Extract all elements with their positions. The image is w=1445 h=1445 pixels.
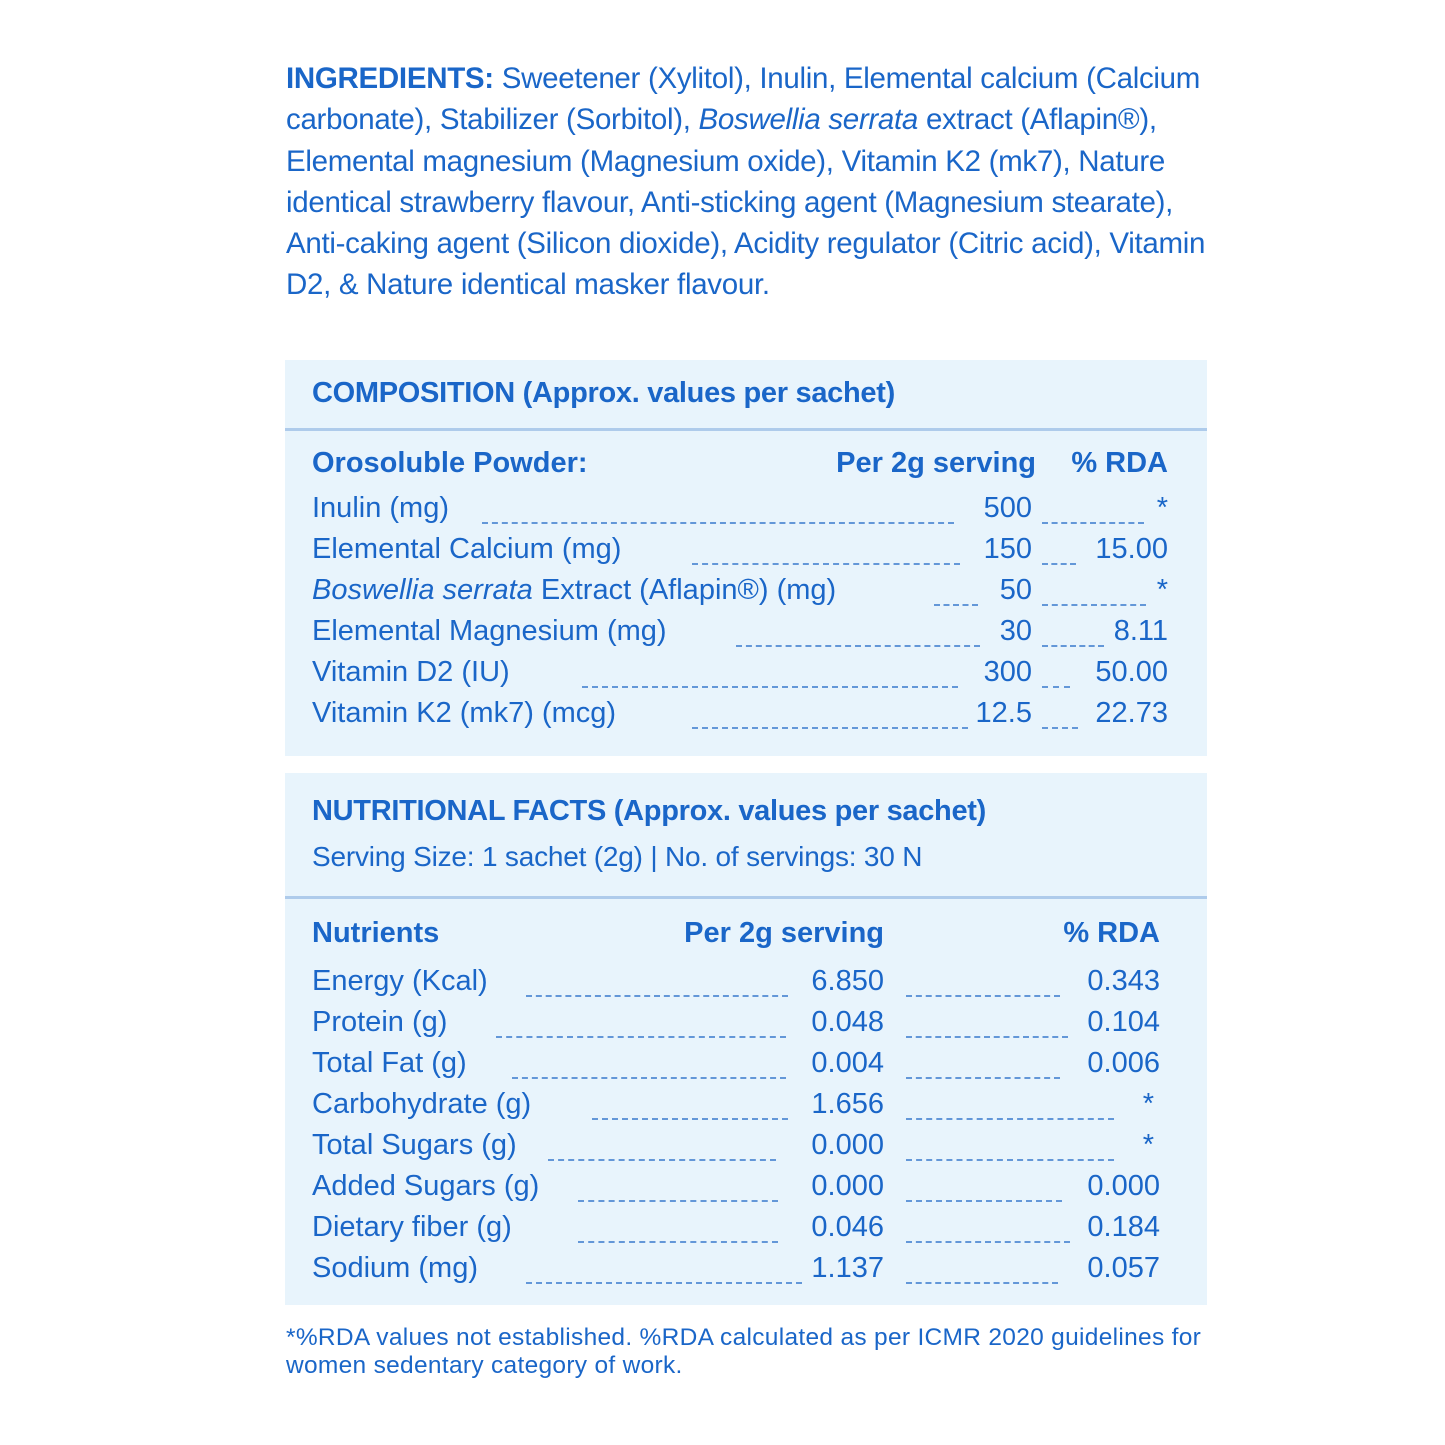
row-label: Total Fat (g) bbox=[312, 1047, 467, 1079]
rda-value: 0.057 bbox=[1087, 1252, 1160, 1284]
leader-dots bbox=[548, 1159, 776, 1161]
leader-dots bbox=[906, 995, 1060, 997]
composition-header-row bbox=[312, 447, 1168, 487]
leader-dots bbox=[906, 1241, 1070, 1243]
leader-dots bbox=[482, 522, 954, 524]
nutrition-header-rda: % RDA bbox=[1063, 917, 1160, 949]
row-label: Dietary fiber (g) bbox=[312, 1211, 512, 1243]
ingredients-text-2: extract (Aflapin®), Elemental magnesium (Magnesium oxide), Vitamin K2 (mk7), Nature identical strawberry flavour, Anti-sticking agent (Magnesium stearate), Anti-caking agent (Silicon dioxide), Acidity regulator (Citric acid), Vitamin D2, & Nature identical masker flavour. bbox=[286, 103, 1206, 302]
composition-panel bbox=[285, 360, 1207, 756]
leader-dots bbox=[592, 1118, 788, 1120]
row-label-text: Vitamin K2 (mk7) (mcg) bbox=[312, 697, 617, 729]
rda-value: 50.00 bbox=[1095, 656, 1168, 688]
rda-value: * bbox=[1156, 492, 1168, 524]
nutrition-row bbox=[312, 1211, 1160, 1251]
nutrition-row bbox=[312, 1088, 1160, 1128]
nutrition-header-name: Nutrients bbox=[312, 917, 440, 949]
row-label bbox=[312, 533, 621, 566]
rda-value: 0.184 bbox=[1087, 1211, 1160, 1243]
row-label-italic: Boswellia serrata bbox=[312, 574, 533, 606]
row-label: Total Sugars (g) bbox=[312, 1129, 517, 1161]
per-serving-value: 0.004 bbox=[811, 1047, 884, 1079]
per-serving-value: 300 bbox=[983, 656, 1032, 688]
leader-dots bbox=[906, 1077, 1060, 1079]
leader-dots bbox=[578, 1241, 778, 1243]
nutrition-panel bbox=[285, 773, 1207, 1305]
ingredients-heading: INGREDIENTS: bbox=[286, 62, 494, 95]
rda-value: 0.000 bbox=[1087, 1170, 1160, 1202]
serving-info: Serving Size: 1 sachet (2g) | No. of servings: 30 N bbox=[312, 841, 923, 872]
per-serving-value: 12.5 bbox=[975, 697, 1032, 729]
composition-row bbox=[312, 533, 1168, 573]
composition-header-rda: % RDA bbox=[1071, 447, 1168, 479]
leader-dots bbox=[512, 1077, 786, 1079]
leader-dots bbox=[934, 604, 978, 606]
row-label bbox=[312, 697, 616, 730]
nutrition-title: NUTRITIONAL FACTS (Approx. values per sachet) bbox=[312, 795, 987, 827]
composition-row bbox=[312, 697, 1168, 737]
per-serving-value: 30 bbox=[999, 615, 1032, 647]
leader-dots bbox=[1042, 645, 1104, 647]
nutrition-divider bbox=[285, 896, 1207, 899]
row-label-text: Extract (Aflapin®) (mg) bbox=[532, 574, 837, 606]
row-label: Added Sugars (g) bbox=[312, 1170, 540, 1202]
leader-dots bbox=[496, 1036, 786, 1038]
row-label bbox=[312, 492, 449, 525]
per-serving-value: 150 bbox=[983, 533, 1032, 565]
nutrition-row bbox=[312, 1252, 1160, 1292]
leader-dots bbox=[906, 1118, 1114, 1120]
rda-value: 0.343 bbox=[1087, 965, 1160, 997]
leader-dots bbox=[736, 645, 980, 647]
row-label: Carbohydrate (g) bbox=[312, 1088, 532, 1120]
composition-row bbox=[312, 615, 1168, 655]
row-label: Energy (Kcal) bbox=[312, 965, 488, 997]
leader-dots bbox=[906, 1282, 1058, 1284]
row-label: Protein (g) bbox=[312, 1006, 448, 1038]
leader-dots bbox=[526, 1282, 802, 1284]
per-serving-value: 1.656 bbox=[811, 1088, 884, 1120]
row-label bbox=[312, 574, 836, 607]
per-serving-value: 1.137 bbox=[811, 1252, 884, 1284]
rda-value: 15.00 bbox=[1095, 533, 1168, 565]
composition-header-name: Orosoluble Powder: bbox=[312, 447, 588, 479]
rda-value: * bbox=[1142, 1088, 1154, 1120]
nutrition-row bbox=[312, 965, 1160, 1005]
composition-title: COMPOSITION (Approx. values per sachet) bbox=[312, 377, 895, 409]
nutrition-row bbox=[312, 1006, 1160, 1046]
row-label bbox=[312, 656, 510, 689]
leader-dots bbox=[526, 995, 788, 997]
nutrition-header-row bbox=[312, 917, 1160, 957]
row-label-text: Elemental Calcium (mg) bbox=[312, 533, 622, 565]
leader-dots bbox=[1042, 563, 1076, 565]
per-serving-value: 50 bbox=[999, 574, 1032, 606]
rda-value: * bbox=[1142, 1129, 1154, 1161]
composition-divider bbox=[285, 428, 1207, 431]
ingredients-text-1: Sweetener (Xylitol), Inulin, Elemental calcium (Calcium carbonate), Stabilizer (Sorbitol), bbox=[286, 62, 1201, 137]
nutrition-row bbox=[312, 1047, 1160, 1087]
leader-dots bbox=[906, 1036, 1068, 1038]
row-label bbox=[312, 615, 667, 648]
footnote: *%RDA values not established. %RDA calculated as per ICMR 2020 guidelines for women sedentary category of work. bbox=[286, 1324, 1202, 1379]
per-serving-value: 0.048 bbox=[811, 1006, 884, 1038]
rda-value: 22.73 bbox=[1095, 697, 1168, 729]
row-label-text: Vitamin D2 (IU) bbox=[312, 656, 510, 688]
composition-row bbox=[312, 656, 1168, 696]
leader-dots bbox=[1042, 686, 1070, 688]
ingredients-paragraph bbox=[286, 58, 1216, 306]
composition-header-per-serving: Per 2g serving bbox=[836, 447, 1036, 479]
per-serving-value: 0.000 bbox=[811, 1129, 884, 1161]
per-serving-value: 0.046 bbox=[811, 1211, 884, 1243]
leader-dots bbox=[906, 1159, 1114, 1161]
leader-dots bbox=[1042, 727, 1078, 729]
composition-row bbox=[312, 492, 1168, 532]
leader-dots bbox=[906, 1200, 1062, 1202]
row-label: Sodium (mg) bbox=[312, 1252, 478, 1284]
rda-value: 0.104 bbox=[1087, 1006, 1160, 1038]
leader-dots bbox=[692, 727, 968, 729]
leader-dots bbox=[582, 686, 958, 688]
rda-value: 0.006 bbox=[1087, 1047, 1160, 1079]
leader-dots bbox=[692, 563, 960, 565]
rda-value: * bbox=[1156, 574, 1168, 606]
rda-value: 8.11 bbox=[1113, 615, 1168, 647]
per-serving-value: 6.850 bbox=[811, 965, 884, 997]
per-serving-value: 500 bbox=[983, 492, 1032, 524]
leader-dots bbox=[1042, 522, 1144, 524]
nutrition-row bbox=[312, 1129, 1160, 1169]
leader-dots bbox=[578, 1200, 778, 1202]
nutrition-header-per-serving: Per 2g serving bbox=[684, 917, 884, 949]
row-label-text: Elemental Magnesium (mg) bbox=[312, 615, 667, 647]
ingredients-italic: Boswellia serrata bbox=[698, 103, 919, 137]
row-label-text: Inulin (mg) bbox=[312, 492, 449, 524]
leader-dots bbox=[1042, 604, 1146, 606]
per-serving-value: 0.000 bbox=[811, 1170, 884, 1202]
nutrition-row bbox=[312, 1170, 1160, 1210]
composition-row bbox=[312, 574, 1168, 614]
